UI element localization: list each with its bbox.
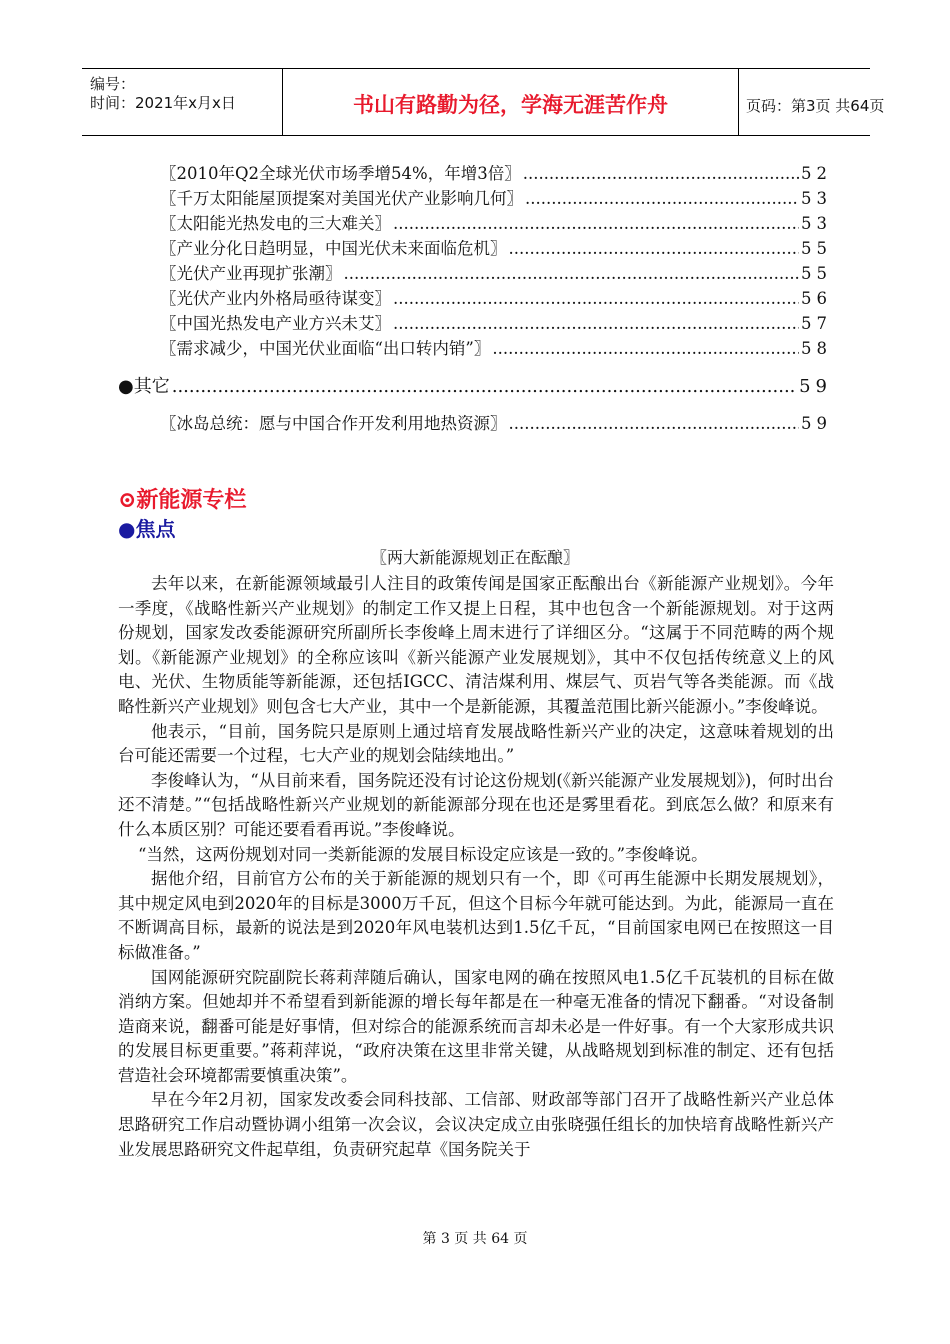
header-meta-cell	[82, 69, 282, 135]
toc-entry-label: 〖光伏产业再现扩张潮〗	[160, 264, 342, 283]
toc-entry[interactable]	[160, 285, 832, 309]
time-label: 时间：2021年x月x日	[90, 94, 236, 112]
toc-entry-label: 〖光伏产业内外格局亟待谋变〗	[160, 289, 391, 308]
page-footer: 第 3 页 共 64 页	[422, 1231, 528, 1247]
toc-entry-label: 〖千万太阳能屋顶提案对美国光伏产业影响几何〗	[160, 189, 523, 208]
toc-entry-label: 〖中国光热发电产业方兴未艾〗	[160, 314, 391, 333]
toc-entry[interactable]	[160, 410, 832, 434]
toc-entry-page: 55	[801, 264, 832, 283]
toc-entry-page: 59	[801, 414, 832, 433]
toc-entry[interactable]	[160, 160, 832, 184]
subsection-title: ●焦点	[118, 517, 176, 541]
toc-entry[interactable]	[160, 210, 832, 234]
toc-entry-label: 〖2010年Q2全球光伏市场季增54%，年增3倍〗	[160, 164, 521, 183]
paragraph: 国网能源研究院副院长蒋莉萍随后确认，国家电网的确在按照风电1.5亿千瓦装机的目标在做消纳方案。但她却并不希望看到新能源的增长每年都是在一种毫无准备的情况下翻番。“对设备制造商来说，翻番可能是好事情，但对综合的能源系统而言却未必是一件好事。有一个大家形成共识的发展目标更重要。”蒋莉萍说，“政府决策在这里非常关键，从战略规划到标准的制定、还有包括营造社会环境都需要慎重决策”。	[118, 967, 834, 1085]
toc-entry[interactable]	[160, 235, 832, 259]
toc-category-label: ●其它	[118, 376, 170, 397]
toc-entry[interactable]	[160, 335, 832, 359]
article-body	[118, 572, 834, 1162]
paragraph: 据他介绍，目前官方公布的关于新能源的规划只有一个，即《可再生能源中长期发展规划》，其中规定风电到2020年的目标是3000万千瓦，但这个目标今年就可能达到。为此，能源局一直在不断调高目标，最新的说法是到2020年风电装机达到1.5亿千瓦，“目前国家电网已在按照这一目标做准备。”	[118, 869, 834, 962]
toc-entry[interactable]	[160, 310, 832, 334]
toc-entry-page: 58	[801, 339, 832, 358]
toc-entry-page: 53	[801, 189, 832, 208]
toc-entry-label: 〖需求减少，中国光伏业面临“出口转内销”〗	[160, 339, 491, 358]
paragraph: 李俊峰认为，“从目前来看，国务院还没有讨论这份规划(《新兴能源产业发展规划》)，何时出台还不清楚。”“包括战略性新兴产业规划的新能源部分现在也还是雾里看花。到底怎么做？和原来有什么本质区别？可能还要看看再说。”李俊峰说。	[118, 770, 834, 839]
paragraph: 早在今年2月初，国家发改委会同科技部、工信部、财政部等部门召开了战略性新兴产业总体思路研究工作启动暨协调小组第一次会议，会议决定成立由张晓强任组长的加快培育战略性新兴产业发展思路研究文件起草组，负责研究起草《国务院关于	[118, 1090, 834, 1159]
toc-entry[interactable]	[160, 260, 832, 284]
article-title: 〖两大新能源规划正在酝酿〗	[370, 548, 579, 567]
toc-entry[interactable]	[160, 185, 832, 209]
toc-entry-page: 53	[801, 214, 832, 233]
section-title: ⊙新能源专栏	[118, 487, 247, 513]
serial-label: 编号：	[90, 75, 136, 93]
page-header	[82, 68, 885, 136]
toc-entry-label: 〖太阳能光热发电的三大难关〗	[160, 214, 391, 233]
toc-entry-page: 52	[801, 164, 832, 183]
header-page-cell	[738, 69, 885, 135]
toc-entry-label: 〖产业分化日趋明显，中国光伏未来面临危机〗	[160, 239, 507, 258]
toc-category-other[interactable]	[118, 372, 832, 398]
paragraph: 他表示，“目前，国务院只是原则上通过培育发展战略性新兴产业的决定，这意味着规划的出台可能还需要一个过程，七大产业的规划会陆续地出。”	[118, 721, 834, 766]
header-motto-cell	[282, 69, 739, 135]
header-motto: 书山有路勤为径，学海无涯苦作舟	[353, 93, 668, 117]
header-page-info: 页码：第3页 共64页	[746, 97, 885, 115]
toc-entry-page: 57	[801, 314, 832, 333]
toc-entry-label: 〖冰岛总统：愿与中国合作开发利用地热资源〗	[160, 414, 507, 433]
toc-category-page: 59	[799, 376, 832, 397]
paragraph: 去年以来，在新能源领域最引人注目的政策传闻是国家正酝酿出台《新能源产业规划》。今年一季度，《战略性新兴产业规划》的制定工作又提上日程，其中也包含一个新能源规划。对于这两份规划，国家发改委能源研究所副所长李俊峰上周末进行了详细区分。“这属于不同范畴的两个规划。《新能源产业规划》的全称应该叫《新兴能源产业发展规划》，其中不仅包括传统意义上的风电、光伏、生物质能等新能源，还包括IGCC、清洁煤利用、煤层气、页岩气等各类能源。而《战略性新兴产业规划》则包含七大产业，其中一个是新能源，其覆盖范围比新兴能源小。”李俊峰说。	[118, 574, 834, 716]
toc-entry-page: 55	[801, 239, 832, 258]
paragraph: “当然，这两份规划对同一类新能源的发展目标设定应该是一致的。”李俊峰说。	[138, 844, 708, 864]
toc-entry-page: 56	[801, 289, 832, 308]
